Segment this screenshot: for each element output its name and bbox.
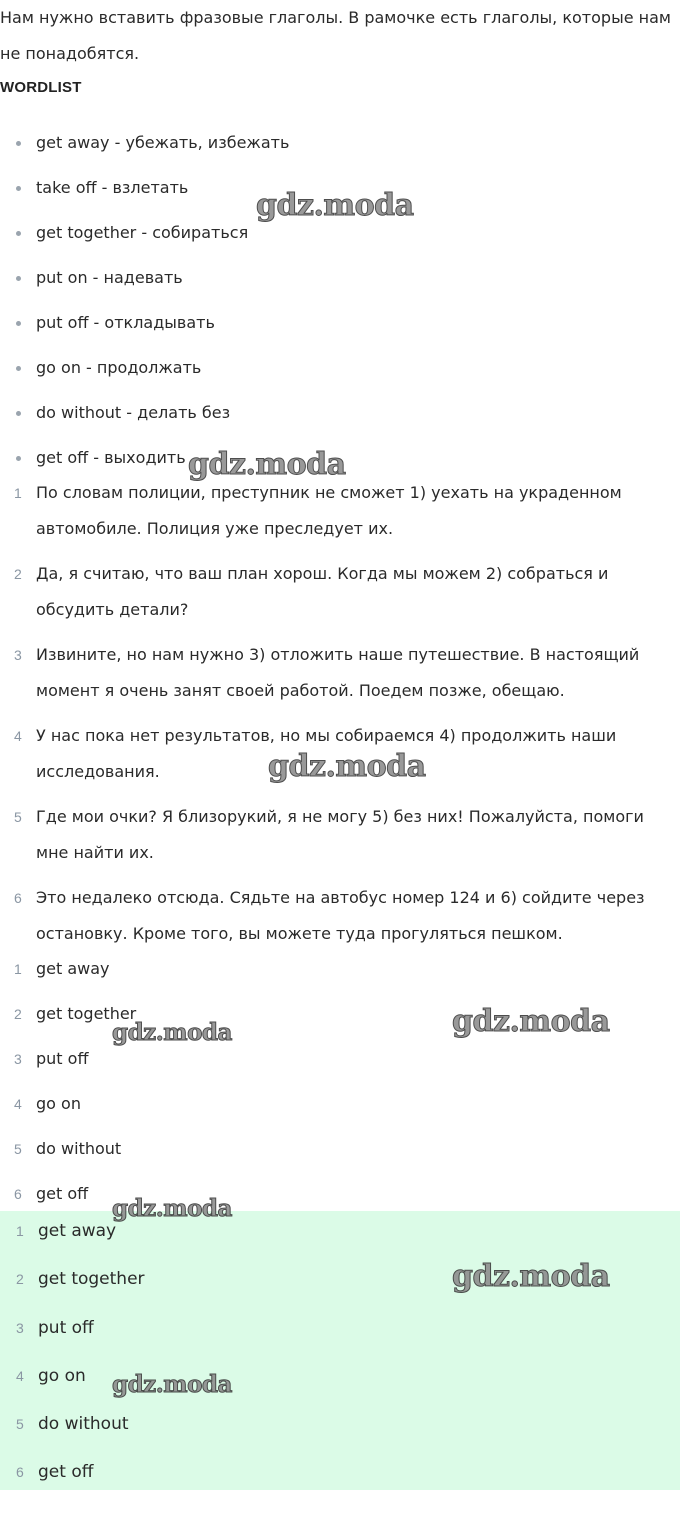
final-answer-item [0,1260,145,1308]
answer-text: get together [36,1004,137,1023]
final-answer-item [0,1309,145,1357]
answer-item [0,951,136,996]
sentence-number: 4 [14,728,22,744]
intro-text: Нам нужно вставить фразовые глаголы. В рамочке есть глаголы, которые нам не понадобятся. [0,8,671,63]
answer-number: 6 [14,1186,22,1202]
watermark: gdz.moda [268,749,426,784]
final-answer-number: 6 [16,1464,24,1481]
watermark: gdz.moda [112,1371,232,1398]
watermark: gdz.moda [188,447,346,482]
final-answer-number: 5 [16,1416,24,1433]
answer-text: get away [36,959,110,978]
wordlist-item: take off - взлетать [0,170,289,215]
sentence-item [0,799,676,871]
sentence-number: 1 [14,485,22,501]
answer-list [0,951,136,1221]
sentence-number: 2 [14,566,22,582]
sentence-number: 6 [14,890,22,906]
final-answer-item [0,1453,145,1501]
answer-number: 4 [14,1096,22,1112]
watermark: gdz.moda [112,1195,232,1222]
sentence-text: Да, я считаю, что ваш план хорош. Когда мы можем 2) собраться и обсудить детали? [36,564,609,619]
answer-text: get off [36,1184,89,1203]
sentence-item [0,556,676,628]
wordlist-item: put on - надевать [0,260,289,305]
wordlist-item: put off - откладывать [0,305,289,350]
final-answer-text: get together [38,1269,145,1290]
watermark: gdz.moda [112,1019,232,1046]
wordlist-title: WORDLIST [0,79,82,96]
answer-text: go on [36,1094,81,1113]
sentence-item [0,637,676,709]
sentence-item [0,475,676,547]
sentence-number: 3 [14,647,22,663]
final-answer-text: do without [38,1414,129,1435]
sentence-text: Где мои очки? Я близорукий, я не могу 5) без них! Пожалуйста, помоги мне найти их. [36,807,644,862]
answer-text: do without [36,1139,122,1158]
final-answer-number: 2 [16,1271,24,1288]
final-answer-number: 1 [16,1223,24,1239]
watermark: gdz.moda [452,1259,610,1294]
sentence-text: Извините, но нам нужно 3) отложить наше путешествие. В настоящий момент я очень занят своей работой. Поедем позже, обещаю. [36,645,640,700]
wordlist-item: get off - выходить [0,440,289,485]
final-answer-text: get off [38,1462,94,1483]
final-answer-list [0,1212,145,1502]
wordlist-item: do without - делать без [0,395,289,440]
answer-number: 3 [14,1051,22,1067]
answer-item [0,1041,136,1086]
sentence-list [0,475,676,961]
sentence-number: 5 [14,809,22,825]
answer-number: 2 [14,1006,22,1022]
watermark: gdz.moda [256,188,414,223]
wordlist-item: go on - продолжать [0,350,289,395]
answer-item [0,1131,136,1176]
sentence-text: Это недалеко отсюда. Сядьте на автобус номер 124 и 6) сойдите через остановку. Кроме того, вы можете туда прогуляться пешком. [36,888,645,943]
final-answer-number: 4 [16,1367,24,1384]
answer-number: 1 [14,961,22,977]
answer-item [0,1086,136,1131]
sentence-text: У нас пока нет результатов, но мы собираемся 4) продолжить наши исследования. [36,726,617,781]
sentence-text: По словам полиции, преступник не сможет 1) уехать на украденном автомобиле. Полиция уже преследует их. [36,483,622,538]
final-answer-text: go on [38,1365,86,1386]
final-answer-item [0,1405,145,1453]
wordlist [0,125,289,485]
answer-number: 5 [14,1141,22,1157]
final-answer-text: get away [38,1221,117,1241]
final-answer-number: 3 [16,1319,24,1336]
wordlist-item: get away - убежать, избежать [0,125,289,170]
watermark: gdz.moda [452,1004,610,1039]
final-answer-text: put off [38,1317,94,1338]
answer-text: put off [36,1049,89,1068]
sentence-item [0,880,676,952]
wordlist-item: get together - собираться [0,215,289,260]
